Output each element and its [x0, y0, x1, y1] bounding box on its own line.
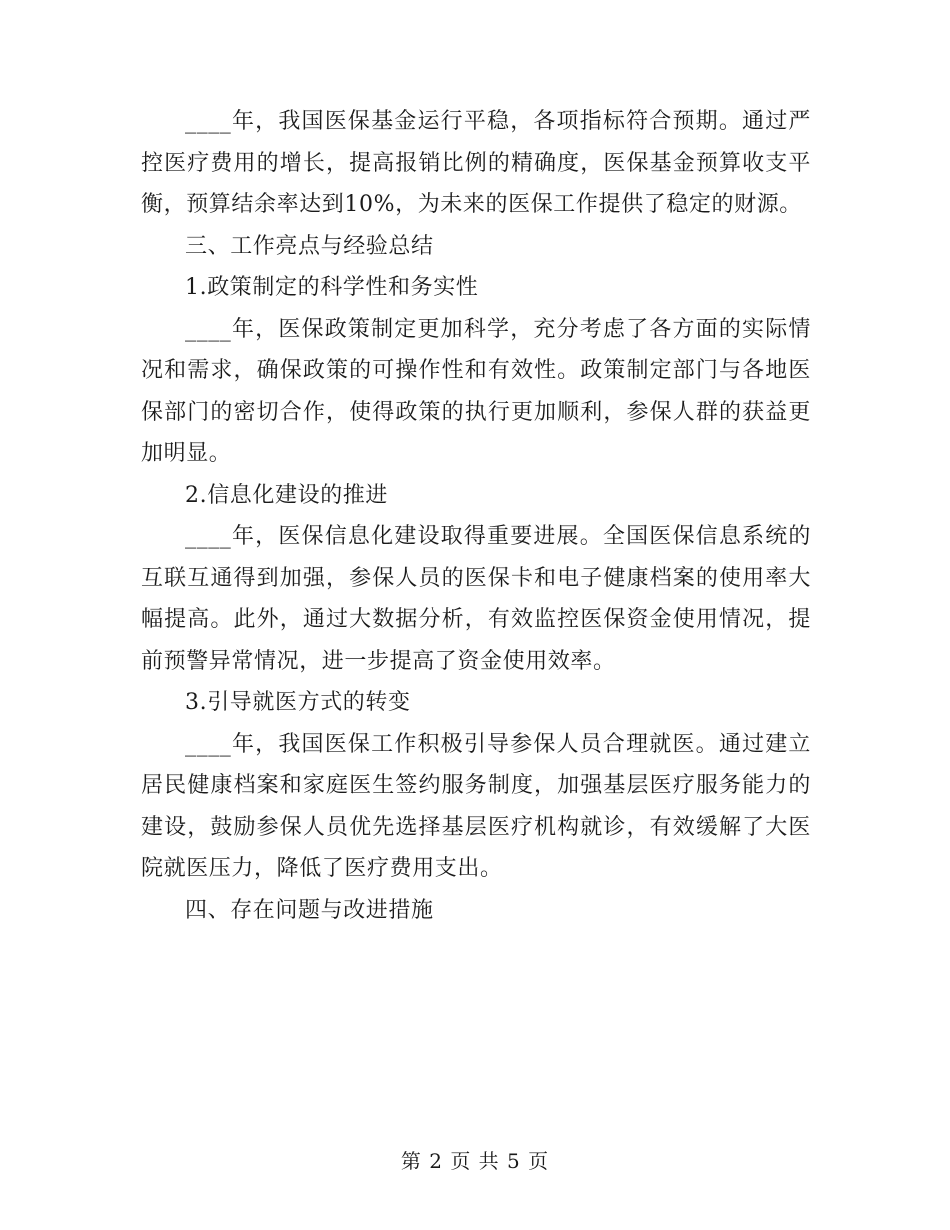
- subsection-heading: 3.引导就医方式的转变: [185, 690, 411, 715]
- document-body: [141, 101, 811, 931]
- subsection-heading: 2.信息化建设的推进: [185, 482, 388, 508]
- section-heading: 三、工作亮点与经验总结: [185, 233, 434, 259]
- paragraph: ____年，我国医保基金运行平稳，各项指标符合预期。通过严控医疗费用的增长，提高报销比例的精确度，医保基金预算收支平衡，预算结余率达到10%，为未来的医保工作提供了稳定的财源。: [141, 109, 811, 217]
- paragraph: ____年，医保信息化建设取得重要进展。全国医保信息系统的互联互通得到加强，参保人员的医保卡和电子健康档案的使用率大幅提高。此外，通过大数据分析，有效监控医保资金使用情况，提前预警异常情况，进一步提高了资金使用效率。: [141, 524, 811, 674]
- subsection-heading: 1.政策制定的科学性和务实性: [185, 275, 479, 300]
- paragraph: ____年，医保政策制定更加科学，充分考虑了各方面的实际情况和需求，确保政策的可操作性和有效性。政策制定部门与各地医保部门的密切合作，使得政策的执行更加顺利，参保人群的获益更加明显。: [141, 316, 811, 466]
- page-number-footer: 第 2 页 共 5 页: [400, 1149, 550, 1173]
- section-heading: 四、存在问题与改进措施: [185, 897, 434, 923]
- paragraph: ____年，我国医保工作积极引导参保人员合理就医。通过建立居民健康档案和家庭医生签约服务制度，加强基层医疗服务能力的建设，鼓励参保人员优先选择基层医疗机构就诊，有效缓解了大医院就医压力，降低了医疗费用支出。: [141, 731, 811, 881]
